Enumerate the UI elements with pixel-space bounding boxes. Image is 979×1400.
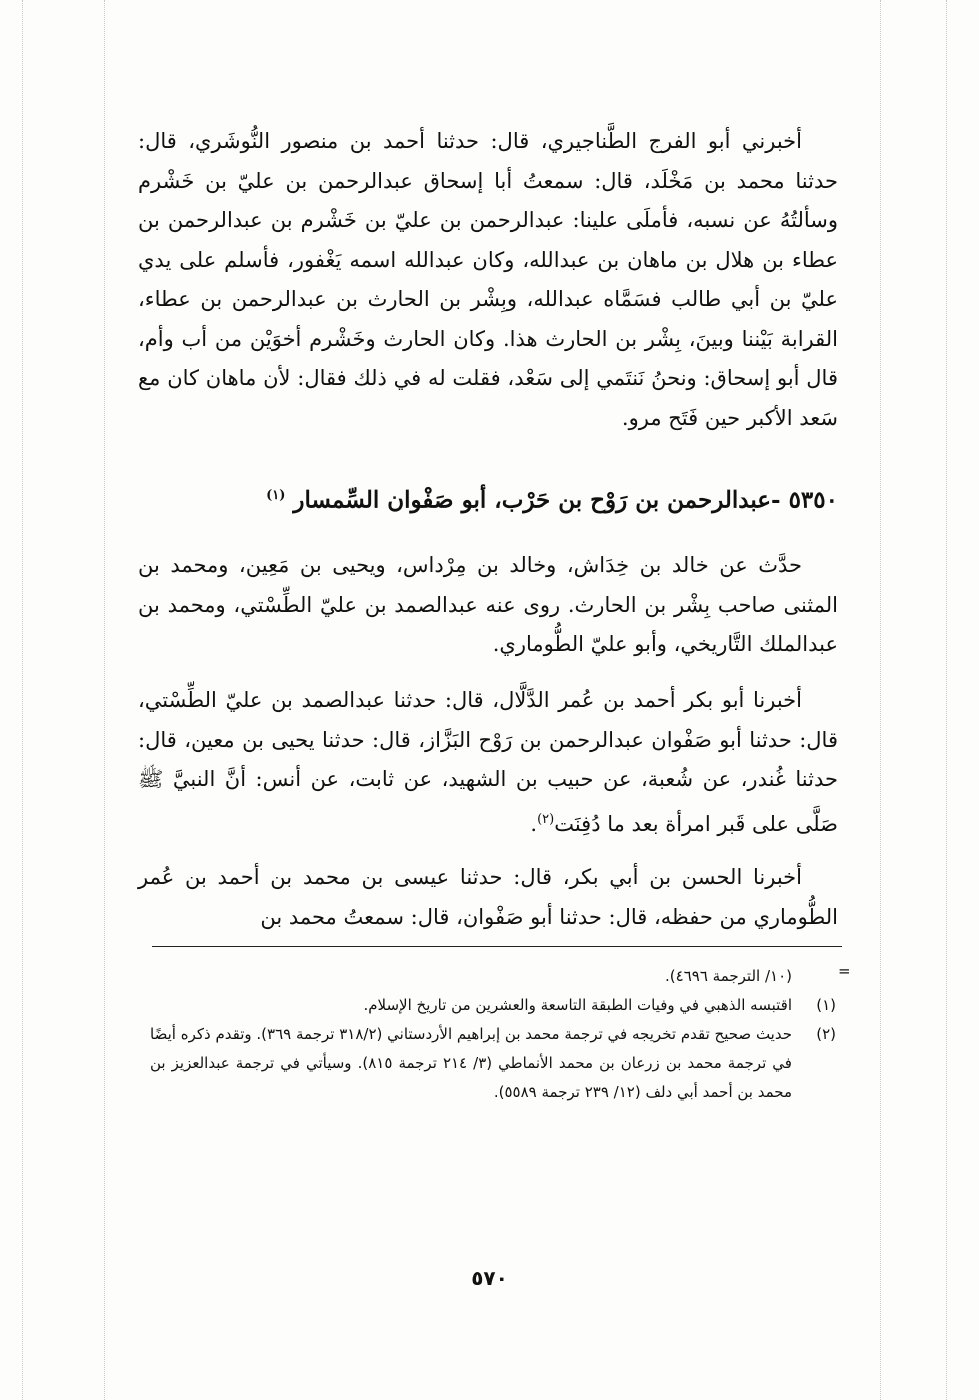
- entry-title: -عبدالرحمن بن رَوْح بن حَرْب، أبو صَفْوان السِّمسار: [293, 486, 781, 514]
- scan-edge-line: [104, 0, 105, 1400]
- continuation-mark: =: [838, 962, 851, 980]
- paragraph-isnad-2: أخبرنا الحسن بن أبي بكر، قال: حدثنا عيسى بن محمد بن أحمد بن عُمر الطُّوماري من حفظه، قال: حدثنا أبو صَفْوان، قال: سمعتُ محمد بن: [138, 865, 838, 929]
- hadith-text: أخبرنا أبو بكر أحمد بن عُمر الدَّلَّال، قال: حدثنا عبدالصمد بن عليّ الطِّسْتي، قال: حدثنا أبو صَفْوان عبدالرحمن بن رَوْح البَزَّاز، قال: حدثنا يحيى بن معين، قال: حدثنا غُندر، عن شُعبة، عن حبيب بن الشهيد، عن ثابت، عن أنس: أنَّ النبيَّ ﷺ صَلَّى على قَبر امرأة بعد ما دُفِنَت: [138, 688, 838, 836]
- footnote-carry-text: (١٠/ الترجمة ٤٦٩٦).: [665, 967, 792, 985]
- entry-heading: [138, 476, 838, 521]
- footnote-1: [150, 991, 836, 1020]
- scan-edge-line: [880, 0, 881, 1400]
- paragraph-hadith: أخبرنا أبو بكر أحمد بن عُمر الدَّلَّال، قال: حدثنا عبدالصمد بن عليّ الطِّسْتي، قال: حدثنا أبو صَفْوان عبدالرحمن بن رَوْح البَزَّاز، قال: حدثنا يحيى بن معين، قال: حدثنا غُندر، عن شُعبة، عن حبيب بن الشهيد، عن ثابت، عن أنس: أنَّ النبيَّ ﷺ صَلَّى على قَبر امرأة بعد ما دُفِنَت$^{(٢)}$.: [138, 688, 838, 836]
- footnote-ref-2: (٢): [537, 811, 555, 827]
- footnote-1-text: اقتبسه الذهبي في وفيات الطبقة التاسعة والعشرين من تاريخ الإسلام.: [363, 996, 792, 1014]
- page-number: ٥٧٠: [471, 1266, 508, 1290]
- scan-edge-line: [946, 0, 947, 1400]
- entry-number: ٥٣٥٠: [788, 486, 838, 514]
- paragraph-biography: حدَّث عن خالد بن خِدَاش، وخالد بن مِرْداس، ويحيى بن مَعِين، ومحمد بن المثنى صاحب بِشْر بن الحارث. روى عنه عبدالصمد بن عليّ الطِّسْتي، ومحمد بن عبدالملك التَّاريخي، وأبو عليّ الطُّوماري.: [138, 553, 838, 656]
- footnote-divider: [152, 946, 842, 947]
- footnote-1-number: (١): [816, 996, 836, 1014]
- paragraph-isnad-1: أخبرني أبو الفرج الطَّناجيري، قال: حدثنا أحمد بن منصور النُّوشَري، قال: حدثنا محمد بن مَخْلَد، قال: سمعتُ أبا إسحاق عبدالرحمن بن عليّ بن خَشْرم وسألتُهُ عن نسبه، فأملَى علينا: عبدالرحمن بن عليّ بن خَشْرم بن عبدالرحمن بن عطاء بن هلال بن ماهان بن عبدالله، وكان عبدالله اسمه يَغْفور، فأسلم على يدي عليّ بن أبي طالب فسَمَّاه عبدالله، وبِشْر بن الحارث بن عبدالرحمن بن عطاء، القرابة بَيْننا وبينَ، بِشْر بن الحارث هذا. وكان الحارث وخَشْرم أخوَيْن من أب وأم، قال أبو إسحاق: ونحنُ نَنتَمي إلى سَعْد، فقلت له في ذلك فقال: لأن ماهان كان مع سَعد الأكبر حين فَتَح مرو.: [138, 129, 838, 430]
- footnote-2-text: حديث صحيح تقدم تخريجه في ترجمة محمد بن إبراهيم الأردستاني (٣١٨/٢ ترجمة ٣٦٩). وتقدم ذكره أيضًا في ترجمة محمد بن زرعان بن محمد الأنماطي (٣/ ٢١٤ ترجمة ٨١٥). وسيأتي في ترجمة عبدالعزيز بن محمد بن أحمد أبي دلف (١٢/ ٢٣٩ ترجمة ٥٥٨٩).: [150, 1025, 793, 1101]
- scan-edge-line: [22, 0, 23, 1400]
- footnote-2: [150, 1020, 836, 1107]
- footnote-2-number: (٢): [816, 1025, 836, 1043]
- footnote-ref-1: (١): [266, 488, 286, 503]
- footnotes-section: [150, 962, 836, 1107]
- footnote-carry: [150, 962, 836, 991]
